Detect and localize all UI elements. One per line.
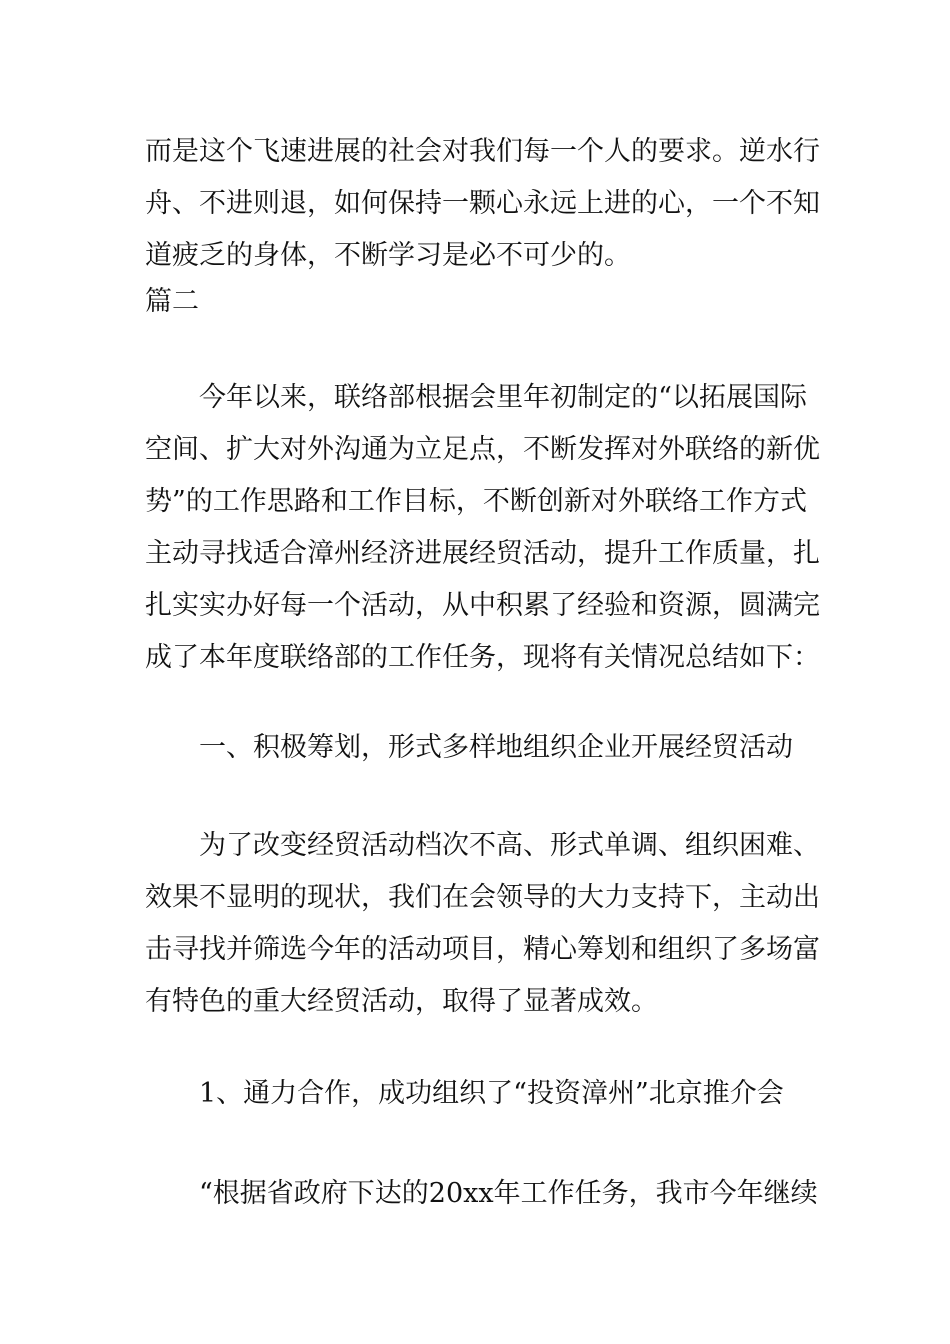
text-line: 有特色的重大经贸活动，取得了显著成效。	[145, 986, 658, 1017]
text-line: 主动寻找适合漳州经济进展经贸活动，提升工作质量，扎	[145, 538, 820, 569]
text-line: 道疲乏的身体，不断学习是必不可少的。	[145, 240, 631, 271]
text-line: 效果不显明的现状，我们在会领导的大力支持下，主动出	[145, 882, 820, 913]
text-line: 势”的工作思路和工作目标，不断创新对外联络工作方式	[145, 486, 807, 517]
text-line: 空间、扩大对外沟通为立足点，不断发挥对外联络的新优	[145, 434, 820, 465]
text-line: 扎实实办好每一个活动，从中积累了经验和资源，圆满完	[145, 590, 820, 621]
heading-1-text: 一、积极筹划，形式多样地组织企业开展经贸活动	[199, 732, 793, 763]
paragraph-2	[145, 820, 820, 1028]
text-line: 而是这个飞速进展的社会对我们每一个人的要求。逆水行	[145, 136, 820, 167]
section-label-text: 篇二	[145, 286, 199, 317]
text-line: 击寻找并筛选今年的活动项目，精心筹划和组织了多场富	[145, 934, 820, 965]
intro-paragraph	[145, 372, 820, 684]
section-label	[145, 276, 807, 328]
subheading-1	[145, 1068, 807, 1120]
continuation-paragraph	[145, 126, 820, 282]
subheading-1-text: 1、通力合作，成功组织了“投资漳州”北京推介会	[199, 1078, 784, 1109]
quote-paragraph	[145, 1168, 818, 1220]
text-line: 成了本年度联络部的工作任务，现将有关情况总结如下：	[145, 642, 820, 673]
text-line: 为了改变经贸活动档次不高、形式单调、组织困难、	[199, 830, 820, 861]
text-line: “根据省政府下达的20xx年工作任务，我市今年继续	[199, 1178, 818, 1209]
text-line: 今年以来，联络部根据会里年初制定的“以拓展国际	[199, 382, 807, 413]
heading-1	[145, 722, 807, 774]
text-line: 舟、不进则退，如何保持一颗心永远上进的心，一个不知	[145, 188, 820, 219]
